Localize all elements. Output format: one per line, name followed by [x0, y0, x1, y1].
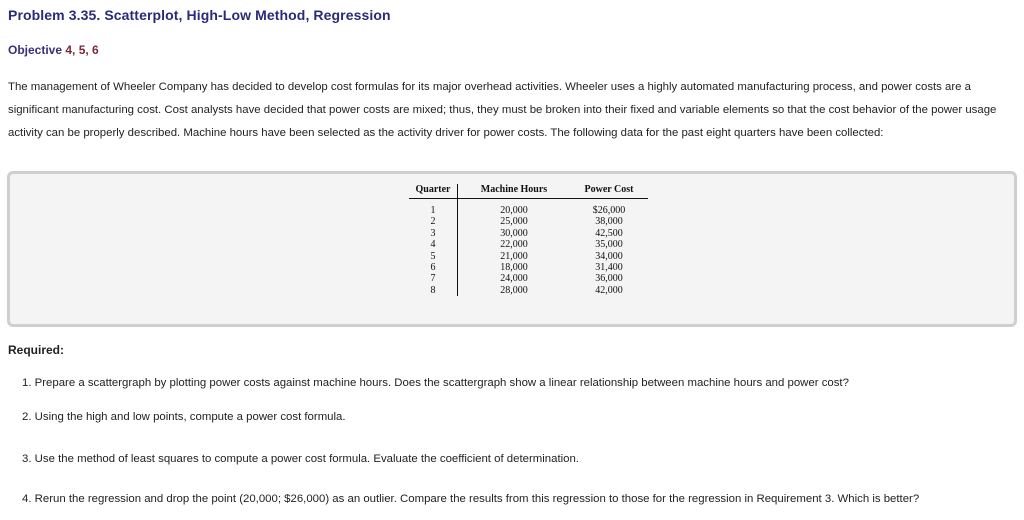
table-row	[409, 273, 648, 284]
cell-quarter: 8	[409, 285, 458, 296]
cell-machine-hours: 24,000	[500, 273, 528, 285]
cell-quarter: 1	[409, 199, 458, 217]
cell-machine-hours: 30,000	[500, 227, 528, 239]
data-panel	[7, 171, 1017, 327]
table-row	[409, 285, 648, 296]
cell-quarter: 4	[409, 239, 458, 250]
cell-power-cost: 34,000	[595, 250, 623, 262]
objective-label: Objective	[8, 43, 63, 57]
table-row	[409, 239, 648, 250]
header-power-cost: Power Cost	[570, 184, 648, 199]
cell-machine-hours: 18,000	[500, 262, 528, 274]
requirement-2: 2. Using the high and low points, compute a power cost formula.	[22, 411, 346, 423]
cell-power-cost: 38,000	[595, 216, 623, 228]
cell-quarter: 3	[409, 228, 458, 239]
table-header-row	[409, 184, 648, 199]
cell-machine-hours: 22,000	[500, 239, 528, 251]
objective-numbers: 4, 5, 6	[65, 43, 99, 57]
cell-power-cost: 42,500	[595, 227, 623, 239]
requirement-1: 1. Prepare a scattergraph by plotting power costs against machine hours. Does the scattergraph show a linear relationship between machine hours and power cost?	[22, 377, 849, 389]
header-machine-hours: Machine Hours	[458, 184, 571, 199]
problem-title: Problem 3.35. Scatterplot, High-Low Method, Regression	[8, 7, 391, 23]
table-row	[409, 251, 648, 262]
cell-machine-hours: 20,000	[500, 205, 528, 216]
cell-power-cost: 42,000	[595, 284, 623, 296]
table-row	[409, 228, 648, 239]
cell-machine-hours: 28,000	[500, 284, 528, 296]
objective-line	[8, 43, 99, 57]
problem-description: The management of Wheeler Company has decided to develop cost formulas for its major overhead activities. Wheeler uses a highly automated manufacturing process, and power costs are a significant manufacturing cost. Cost analysts have decided that power costs are mixed; thus, they must be broken into their fixed and variable elements so that the cost behavior of the power usage activity can be properly described. Machine hours have been selected as the activity driver for power costs. The following data for the past eight quarters have been collected:	[8, 81, 997, 139]
cell-quarter: 5	[409, 251, 458, 262]
quarterly-data-table	[409, 184, 648, 296]
header-quarter: Quarter	[409, 184, 458, 199]
cell-quarter: 2	[409, 216, 458, 227]
cell-machine-hours: 21,000	[500, 250, 528, 262]
requirement-3: 3. Use the method of least squares to compute a power cost formula. Evaluate the coefficient of determination.	[22, 453, 579, 465]
requirement-4: 4. Rerun the regression and drop the point (20,000; $26,000) as an outlier. Compare the results from this regression to those for the regression in Requirement 3. Which is better?	[22, 493, 920, 505]
required-heading: Required:	[8, 343, 65, 357]
cell-quarter: 6	[409, 262, 458, 273]
cell-quarter: 7	[409, 273, 458, 284]
cell-power-cost: $26,000	[592, 205, 626, 216]
table-row	[409, 262, 648, 273]
cell-machine-hours: 25,000	[500, 216, 528, 228]
table-row	[409, 199, 648, 217]
cell-power-cost: 36,000	[595, 273, 623, 285]
cell-power-cost: 31,400	[595, 262, 623, 274]
table-row	[409, 216, 648, 227]
cell-power-cost: 35,000	[595, 239, 623, 251]
